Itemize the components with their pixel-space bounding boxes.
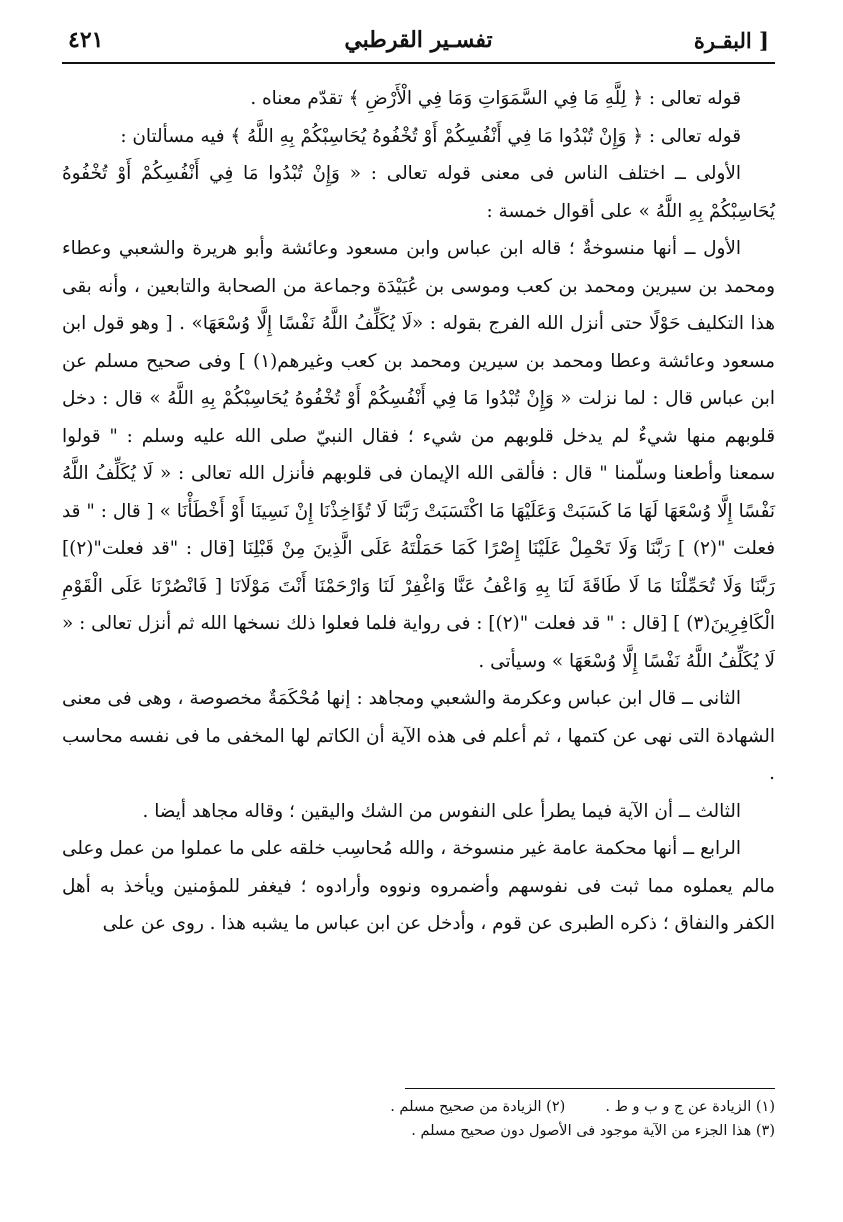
page-number: ٤٢١ <box>68 27 104 53</box>
paragraph: الثانى ــ قال ابن عباس وعكرمة والشعبي ومجاهد : إنها مُحْكَمَةٌ مخصوصة ، وهى فى معنى الشهادة التى نهى عن كتمها ، ثم أعلم فى هذه الآية أن الكاتم لها المخفى ما فى نفسه محاسب . <box>62 688 775 784</box>
paragraph: قوله تعالى : ﴿ وَإِنْ تُبْدُوا مَا فِي أَنْفُسِكُمْ أَوْ تُخْفُوهُ يُحَاسِبْكُمْ بِهِ اللَّهُ ﴾ فيه مسألتان : <box>120 125 741 147</box>
page-header <box>62 18 775 64</box>
paragraph: الأولى ــ اختلف الناس فى معنى قوله تعالى : « وَإِنْ تُبْدُوا مَا فِي أَنْفُسِكُمْ أَوْ تُخْفُوهُ يُحَاسِبْكُمْ بِهِ اللَّهُ » على أقوال خمسة : <box>62 163 775 222</box>
paragraph: الأول ــ أنها منسوخةٌ ؛ قاله ابن عباس وابن مسعود وعائشة وأبو هريرة والشعبي وعطاء ومحمد بن سيرين ومحمد بن كعب وموسى بن عُبَيْدَة وجماعة من الصحابة والتابعين ، وأنه بقى هذا التكليف حَوْلًا حتى أنزل الله الفرج بقوله : «لَا يُكَلِّفُ اللَّهُ نَفْسًا إِلَّا وُسْعَهَا» . [ وهو قول ابن مسعود وعائشة وعطا ومحمد بن سيرين ومحمد بن كعب وغيرهم(١) ] وفى صحيح مسلم عن ابن عباس قال : لما نزلت « وَإِنْ تُبْدُوا مَا فِي أَنْفُسِكُمْ أَوْ تُخْفُوهُ يُحَاسِبْكُمْ بِهِ اللَّهُ » قال : دخل قلوبهم منها شيءٌ لم يدخل قلوبهم من شيء ؛ فقال النبيّ صلى الله عليه وسلم : " قولوا سمعنا وأطعنا وسلّمنا " قال : فألقى الله الإيمان فى قلوبهم فأنزل الله تعالى : « لَا يُكَلِّفُ اللَّهُ نَفْسًا إِلَّا وُسْعَهَا لَهَا مَا كَسَبَتْ وَعَلَيْهَا مَا اكْتَسَبَتْ رَبَّنَا لَا تُؤَاخِذْنَا إِنْ نَسِينَا أَوْ أَخْطَأْنَا » [ قال : " قد فعلت "(٢) ] رَبَّنَا وَلَا تَحْمِلْ عَلَيْنَا إِصْرًا كَمَا حَمَلْتَهُ عَلَى الَّذِينَ مِنْ قَبْلِنَا [قال : "قد فعلت"(٢)] رَبَّنَا وَلَا تُحَمِّلْنَا مَا لَا طَاقَةَ لَنَا بِهِ وَاعْفُ عَنَّا وَاغْفِرْ لَنَا وَارْحَمْنَا أَنْتَ مَوْلَانَا [ فَانْصُرْنَا عَلَى الْقَوْمِ الْكَافِرِينَ(٣) ] [قال : " قد فعلت "(٢)] : فى رواية فلما فعلوا ذلك نسخها الله ثم أنزل تعالى : « لَا يُكَلِّفُ اللَّهُ نَفْسًا إِلَّا وُسْعَهَا » وسيأتى . <box>62 238 775 672</box>
footnote-2: (٢) الزيادة من صحيح مسلم . <box>390 1099 566 1115</box>
main-text <box>62 80 775 943</box>
surah-name: [ البقـرة <box>693 27 769 53</box>
footnote-row <box>62 1095 775 1119</box>
paragraph: الثالث ــ أن الآية فيما يطرأ على النفوس من الشك واليقين ؛ وقاله مجاهد أيضا . <box>142 800 741 822</box>
footnote-3: (٣) هذا الجزء من الآية موجود فى الأصول دون صحيح مسلم . <box>411 1123 775 1139</box>
paragraph: قوله تعالى : ﴿ لِلَّهِ مَا فِي السَّمَوَاتِ وَمَا فِي الْأَرْضِ ﴾ تقدّم معناه . <box>250 88 741 109</box>
footnote-divider <box>405 1088 775 1089</box>
footnotes <box>62 1088 775 1143</box>
paragraph: الرابع ــ أنها محكمة عامة غير منسوخة ، والله مُحاسِب خلقه على ما عملوا من عمل وعلى مالم يعملوه مما ثبت فى نفوسهم وأضمروه ونووه وأرادوه ؛ فيغفر للمؤمنين ويأخذ به أهل الكفر والنفاق ؛ ذكره الطبرى عن قوم ، وأدخل عن ابن عباس ما يشبه هذا . روى عن على <box>62 838 775 934</box>
book-title: تفسـير القرطبي <box>344 27 493 53</box>
footnote-1: (١) الزيادة عن ج و ب و ط . <box>605 1099 775 1115</box>
